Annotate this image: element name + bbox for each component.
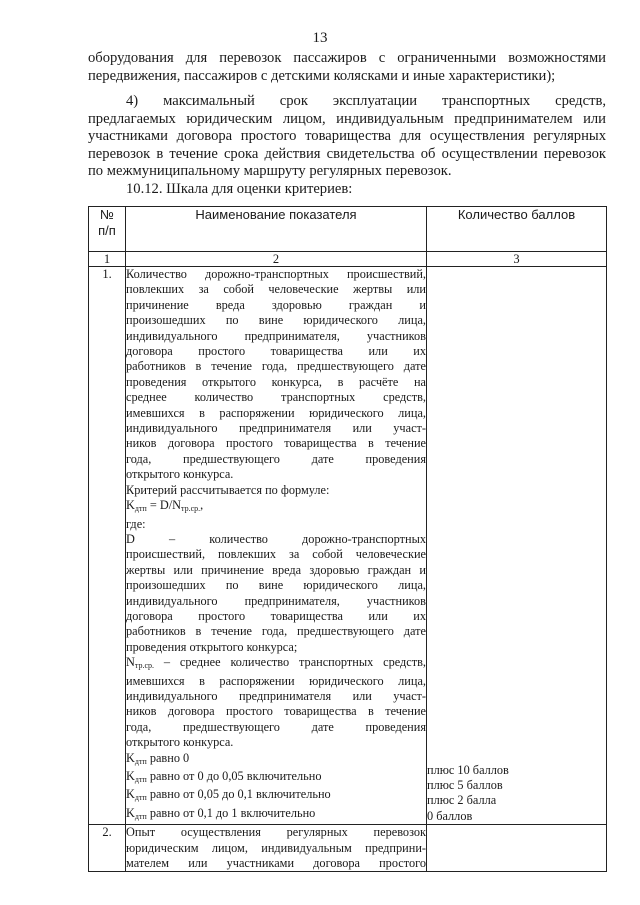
text-line: ников договора простого товарищества в течение	[126, 704, 426, 719]
text-line: $N_{тр.ср.}$ – среднее количество транспортных средств,	[126, 655, 426, 671]
row-number: 1.	[89, 267, 126, 825]
text-line: 4) максимальный срок эксплуатации транспортных средств,	[126, 93, 606, 109]
text-line: индивидуального предпринимателя, участников	[126, 328, 426, 343]
header-number: № п/п	[89, 207, 126, 252]
text-line: года, предшествующего дате проведения	[126, 719, 426, 734]
text-line: работников в течение года, предшествующего дате	[126, 359, 426, 374]
text-line: работников в течение года, предшествующего дате	[126, 624, 426, 639]
text-line: среднее количество транспортных средств,	[126, 390, 426, 405]
points-value: плюс 5 баллов	[427, 778, 503, 792]
text-line: Количество дорожно-транспортных происшествий,	[126, 267, 426, 281]
column-number: 1	[89, 252, 126, 267]
text-line: повлекших за собой человеческие жертвы или	[126, 282, 426, 297]
text-line: юридическим лицом, индивидуальным предприни-	[126, 840, 426, 855]
column-number: 2	[126, 252, 427, 267]
text-line: Опыт осуществления регулярных перевозок	[126, 825, 426, 840]
text-line: договора простого товарищества или их	[126, 608, 426, 623]
text-line: года, предшествующего дате проведения	[126, 451, 426, 466]
where-label: где:	[126, 516, 146, 531]
scale-condition: $K_{дтп}$ равно от 0 до 0,05 включительно	[126, 769, 322, 784]
formula: $K_{дтп} = D/N_{тр.ср.}$,	[126, 498, 204, 514]
table-row	[89, 267, 607, 825]
scale-condition: $K_{дтп}$ равно 0	[126, 750, 190, 766]
text-line: происшествий, повлекших за собой человеческие	[126, 547, 426, 562]
text-line: передвижения, пассажиров с детскими колясками и иные характеристики);	[88, 67, 556, 84]
column-number: 3	[427, 252, 607, 267]
text-line: открытого конкурса.	[126, 735, 234, 750]
text-line: жертвы или причинение вреда здоровью граждан и	[126, 562, 426, 577]
text-line: имевшихся в распоряжении юридического лица,	[126, 405, 426, 420]
intro-paragraph-a	[88, 50, 606, 85]
text-line: произошедших по вине юридического лица,	[126, 313, 426, 328]
text-line: оборудования для перевозок пассажиров с ограниченными возможностями	[88, 50, 606, 66]
points-value: плюс 2 балла	[427, 793, 497, 808]
text-line: индивидуального предпринимателя или участ-	[126, 688, 426, 703]
criteria-scale-table	[88, 206, 607, 872]
text-line: ников договора простого товарищества в течение	[126, 436, 426, 451]
page-number: 13	[312, 30, 328, 46]
text-line: проведения открытого конкурса, в расчёте на	[126, 374, 426, 389]
column-number-row	[89, 252, 607, 267]
text-line: мателем или участниками договора простого	[126, 856, 426, 871]
text-line: проведения открытого конкурса;	[126, 639, 298, 654]
header-points: Количество баллов	[427, 207, 607, 252]
row-number: 2.	[89, 825, 126, 872]
points-value: плюс 10 баллов	[427, 762, 509, 777]
points-value: 0 баллов	[427, 808, 473, 823]
scale-condition: $K_{дтп}$ равно от 0,1 до 1 включительно	[126, 805, 316, 821]
text-line: произошедших по вине юридического лица,	[126, 578, 426, 593]
table-header-row	[89, 207, 607, 252]
text-line: индивидуального предпринимателя или участ-	[126, 421, 426, 436]
text-line: имевшихся в распоряжении юридического лица,	[126, 673, 426, 688]
points-cell	[427, 267, 607, 825]
text-line: перевозок в течение срока действия свидетельства об осуществлении перевозок	[88, 145, 606, 162]
text-line: участниками договора простого товарищества для осуществления регулярных	[88, 128, 606, 145]
indicator-description	[126, 267, 427, 825]
formula-intro: Критерий рассчитывается по формуле:	[126, 482, 330, 497]
text-line: по межмуниципальному маршруту регулярных перевозок.	[88, 163, 452, 180]
text-line: предлагаемых юридическим лицом, индивидуальным предпринимателем или	[88, 110, 606, 127]
text-line: причинение вреда здоровью граждан и	[126, 297, 426, 312]
header-indicator-name: Наименование показателя	[126, 207, 427, 252]
text-line: договора простого товарищества или их	[126, 344, 426, 359]
text-line: D – количество дорожно-транспортных	[126, 531, 426, 546]
table-row	[89, 825, 607, 872]
text-line: индивидуального предпринимателя, участников	[126, 593, 426, 608]
scale-condition: $K_{дтп}$ равно от 0,05 до 0,1 включительно	[126, 787, 331, 803]
intro-paragraph-b	[88, 93, 606, 181]
points-cell	[427, 825, 607, 872]
section-title: 10.12. Шкала для оценки критериев:	[126, 181, 353, 197]
text-line: открытого конкурса.	[126, 467, 234, 482]
indicator-description	[126, 825, 427, 872]
